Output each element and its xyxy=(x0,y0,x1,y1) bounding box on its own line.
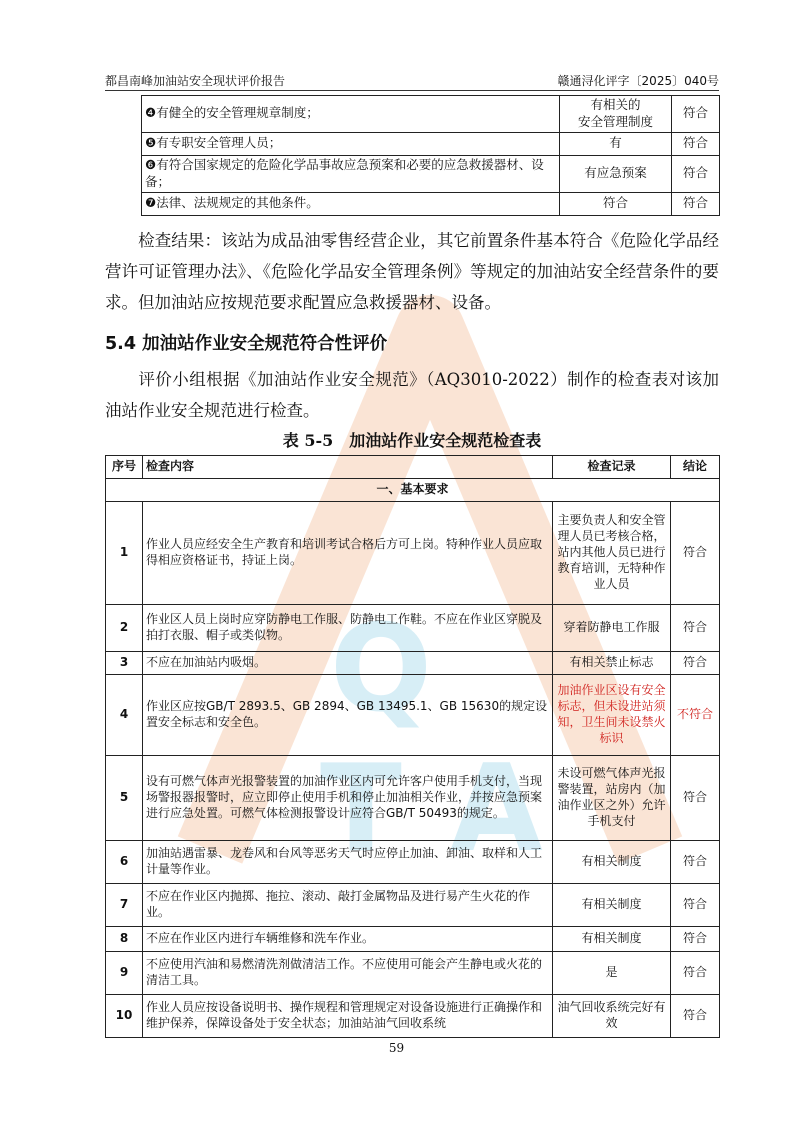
cell-content: 作业区应按GB/T 2893.5、GB 2894、GB 13495.1、GB 15630的规定设置安全标志和安全色。 xyxy=(143,675,553,756)
cell-record: 加油作业区设有安全标志，但未设进站须知，卫生间未设禁火标识 xyxy=(553,675,671,756)
table-header-row xyxy=(106,456,720,479)
svg-text:T: T xyxy=(320,740,402,879)
cell-no: 1 xyxy=(106,502,143,605)
cell-result: 符合 xyxy=(671,995,720,1038)
table-row xyxy=(142,192,720,215)
cell-result: 符合 xyxy=(671,756,720,841)
table-row xyxy=(142,132,720,155)
cell-record: 有相关制度 xyxy=(553,841,671,884)
header-record: 检查记录 xyxy=(553,456,671,479)
cell-content: 作业人员应按设备说明书、操作规程和管理规定对设备设施进行正确操作和维护保养，保障设备处于安全状态；加油站油气回收系统 xyxy=(143,995,553,1038)
cell-no: 3 xyxy=(106,652,143,675)
safety-check-table xyxy=(105,455,720,1038)
section-row xyxy=(106,479,720,502)
svg-text:Q: Q xyxy=(330,600,433,739)
cell-content: ❹有健全的安全管理规章制度； xyxy=(142,96,560,133)
section-heading: 5.4 加油站作业安全规范符合性评价 xyxy=(105,334,388,354)
cell-no: 6 xyxy=(106,841,143,884)
cell-content: 作业区人员上岗时应穿防静电工作服、防静电工作鞋。不应在作业区穿脱及拍打衣服、帽子或类似物。 xyxy=(143,605,553,652)
cell-content: 不应在作业区内进行车辆维修和洗车作业。 xyxy=(143,927,553,952)
cell-content: 不应在加油站内吸烟。 xyxy=(143,652,553,675)
cell-no: 8 xyxy=(106,927,143,952)
cell-result: 符合 xyxy=(671,502,720,605)
cell-record: 主要负责人和安全管理人员已考核合格，站内其他人员已进行教育培训，无特种作业人员 xyxy=(553,502,671,605)
check-result-paragraph xyxy=(105,225,719,318)
table-row xyxy=(142,155,720,192)
cell-content: 不应使用汽油和易燃清洗剂做清洁工作。不应使用可能会产生静电或火花的清洁工具。 xyxy=(143,952,553,995)
header-no: 序号 xyxy=(106,456,143,479)
cell-record: 符合 xyxy=(560,192,672,215)
table-caption: 表 5-5 加油站作业安全规范检查表 xyxy=(282,431,542,450)
cell-content: 加油站遇雷暴、龙卷风和台风等恶劣天气时应停止加油、卸油、取样和人工计量等作业。 xyxy=(143,841,553,884)
table-row xyxy=(106,841,720,884)
cell-record: 穿着防静电工作服 xyxy=(553,605,671,652)
table-row xyxy=(106,884,720,927)
cell-result: 符合 xyxy=(672,155,720,192)
cell-no: 7 xyxy=(106,884,143,927)
table-row xyxy=(106,675,720,756)
cell-result: 符合 xyxy=(671,952,720,995)
header-result: 结论 xyxy=(671,456,720,479)
cell-record: 油气回收系统完好有效 xyxy=(553,995,671,1038)
intro-paragraph xyxy=(105,364,719,426)
cell-record: 未设可燃气体声光报警装置，站房内（加油作业区之外）允许手机支付 xyxy=(553,756,671,841)
cell-result: 符合 xyxy=(671,605,720,652)
cell-result: 符合 xyxy=(671,841,720,884)
cell-record: 有相关制度 xyxy=(553,927,671,952)
cell-result: 符合 xyxy=(671,927,720,952)
cell-content: 作业人员应经安全生产教育和培训考试合格后方可上岗。特种作业人员应取得相应资格证书，持证上岗。 xyxy=(143,502,553,605)
cell-content: 不应在作业区内抛掷、拖拉、滚动、敲打金属物品及进行易产生火花的作业。 xyxy=(143,884,553,927)
prev-conditions-table xyxy=(141,95,720,216)
cell-content: ❻有符合国家规定的危险化学品事故应急预案和必要的应急救援器材、设备； xyxy=(142,155,560,192)
cell-record: 有相关制度 xyxy=(553,884,671,927)
table-row xyxy=(106,952,720,995)
table-row xyxy=(106,756,720,841)
cell-result: 不符合 xyxy=(671,675,720,756)
cell-record: 有相关的 安全管理制度 xyxy=(560,96,672,133)
table-row xyxy=(106,995,720,1038)
table-row xyxy=(106,605,720,652)
cell-no: 2 xyxy=(106,605,143,652)
cell-content: ❺有专职安全管理人员； xyxy=(142,132,560,155)
table-row xyxy=(106,652,720,675)
svg-text:A: A xyxy=(450,740,543,879)
section-label: 一、基本要求 xyxy=(106,479,720,502)
header-report-number: 赣通浔化评字〔2025〕040号 xyxy=(557,74,719,88)
cell-record: 有 xyxy=(560,132,672,155)
cell-content: ❼法律、法规规定的其他条件。 xyxy=(142,192,560,215)
cell-no: 10 xyxy=(106,995,143,1038)
table-row xyxy=(142,96,720,133)
intro-text: 评价小组根据《加油站作业安全规范》（AQ3010-2022）制作的检查表对该加油站作业安全规范进行检查。 xyxy=(105,370,719,420)
cell-record: 是 xyxy=(553,952,671,995)
header-report-title: 都昌南峰加油站安全现状评价报告 xyxy=(105,74,286,88)
table-row xyxy=(106,927,720,952)
cell-result: 符合 xyxy=(672,132,720,155)
cell-no: 9 xyxy=(106,952,143,995)
cell-result: 符合 xyxy=(671,884,720,927)
cell-no: 5 xyxy=(106,756,143,841)
check-result-text: 检查结果：该站为成品油零售经营企业，其它前置条件基本符合《危险化学品经营许可证管理办法》、《危险化学品安全管理条例》等规定的加油站安全经营条件的要求。但加油站应按规范要求配置应急救援器材、设备。 xyxy=(105,231,719,312)
cell-no: 4 xyxy=(106,675,143,756)
cell-record: 有应急预案 xyxy=(560,155,672,192)
cell-record: 有相关禁止标志 xyxy=(553,652,671,675)
cell-result: 符合 xyxy=(672,192,720,215)
header-content: 检查内容 xyxy=(143,456,553,479)
page-number: 59 xyxy=(388,1041,405,1055)
cell-result: 符合 xyxy=(671,652,720,675)
cell-content: 设有可燃气体声光报警装置的加油作业区内可允许客户使用手机支付，当现场警报器报警时，应立即停止使用手机和停止加油相关作业，并按应急预案进行应急处置。可燃气体检测报警设计应符合GB/T 50493的规定。 xyxy=(143,756,553,841)
table-row xyxy=(106,502,720,605)
page-header xyxy=(105,70,719,91)
cell-result: 符合 xyxy=(672,96,720,133)
